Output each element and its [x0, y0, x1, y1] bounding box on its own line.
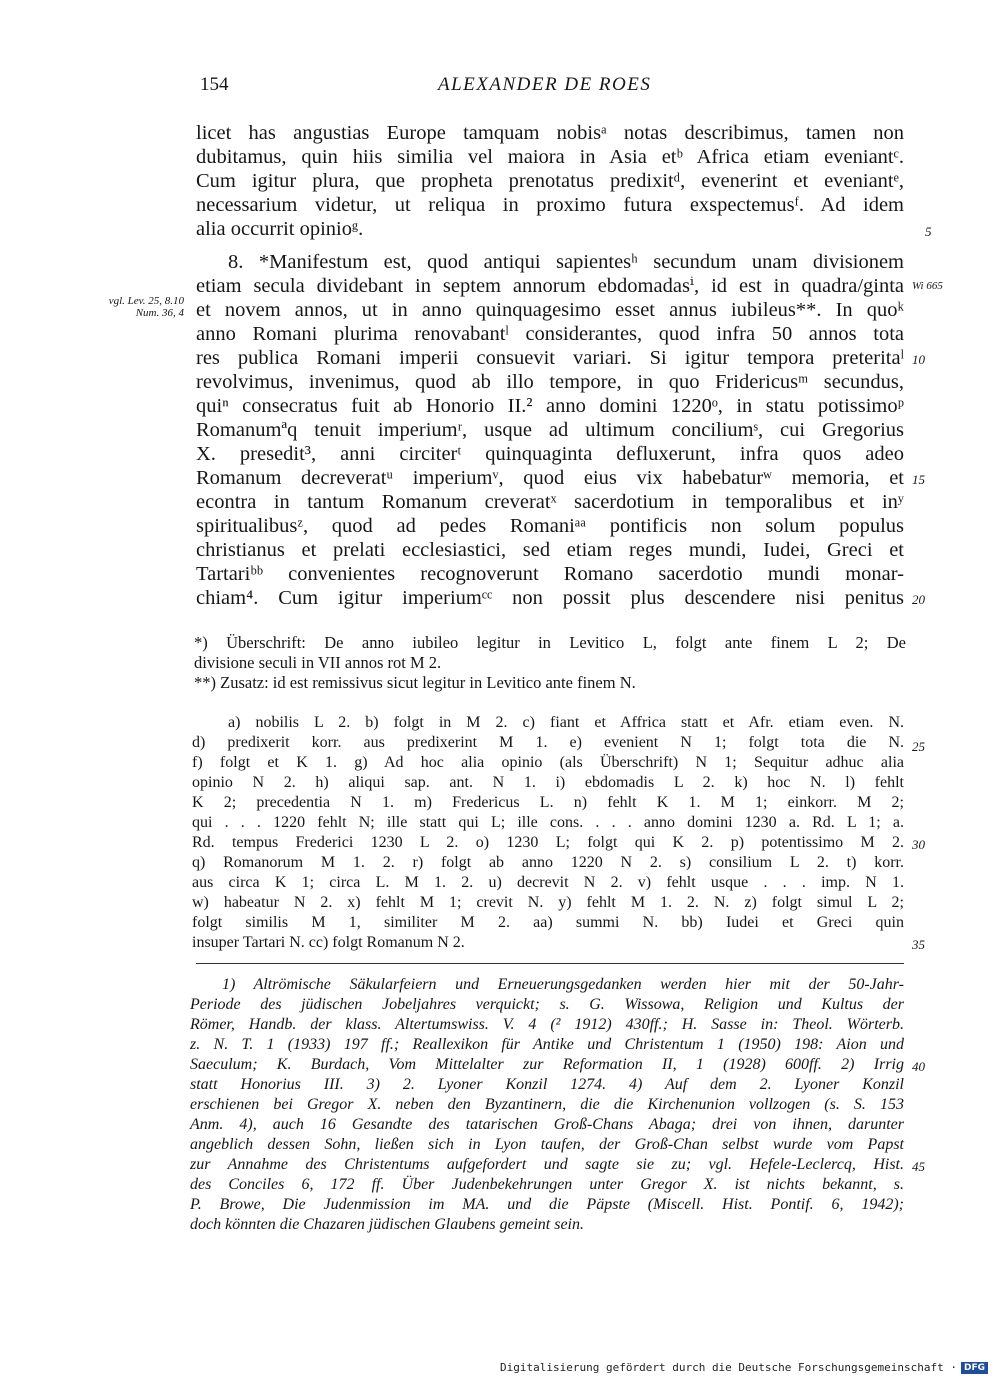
margin-reference	[60, 295, 184, 319]
variant-line: Rd. tempus Frederici 1230 L 2. o) 1230 L; folgt qui K 2. p) potentissimo M 2.	[192, 834, 904, 851]
margin-reference-line: Num. 36, 4	[135, 307, 184, 319]
editorial-note-line: *) Überschrift: De anno iubileo legitur in Levitico L, folgt ante finem L 2; De	[194, 633, 906, 652]
line-number: 40	[912, 1059, 925, 1074]
footnote-line: erschienen bei Gregor X. neben den Byzantinern, die die Kirchenunion vollzogen (s. S. 153	[190, 1096, 904, 1113]
footnote-line: Periode des jüdischen Jobeljahres verquickt; s. G. Wissowa, Religion und Kultus der	[190, 996, 904, 1013]
footnote-line: P. Browe, Die Judenmission im MA. und die Päpste (Miscell. Hist. Pontif. 6, 1942);	[190, 1196, 904, 1213]
line-number: 25	[912, 739, 925, 754]
footnote-line: angeblich dessen Sohn, ließen sich in Lyon taufen, der Groß-Chan selbst wurde vom Papst	[190, 1136, 904, 1153]
line-number: 20	[912, 592, 925, 607]
digitization-banner	[500, 1361, 988, 1374]
line-number: 45	[912, 1159, 925, 1174]
page-number: 154	[200, 74, 229, 95]
dfg-logo: DFG	[961, 1362, 988, 1374]
line-number: 30	[912, 837, 925, 852]
banner-text: Digitalisierung gefördert durch die Deutsche Forschungsgemeinschaft ·	[500, 1361, 957, 1374]
footnote-line: doch könnten die Chazaren jüdischen Glaubens gemeint sein.	[190, 1216, 584, 1233]
main-line: quiⁿ consecratus fuit ab Honorio II.² anno domini 1220ᵒ, in statu potissimoᵖ	[196, 395, 904, 417]
main-line: spiritualibusᶻ, quod ad pedes Romaniᵃᵃ pontificis non solum populus	[196, 515, 904, 537]
variant-line: qui . . . 1220 fehlt N; ille statt qui L; ille cons. . . . anno domini 1230 a. Rd. L 1; a.	[192, 814, 904, 831]
footnote-line: Anm. 4), auch 16 Gesandte des tatarischen Groß-Chans Abaga; drei von ihnen, darunter	[190, 1116, 904, 1133]
main-line: X. presedit³, anni circiterᵗ quinquaginta defluxerunt, infra quos adeo	[196, 443, 904, 465]
main-line: etiam secula dividebant in septem annorum ebdomadasⁱ, id est in quadra/ginta	[196, 275, 904, 297]
variant-line: w) habeatur N 2. x) fehlt M 1; crevit N. y) fehlt M 1. 2. N. z) folgt simul L 2;	[192, 894, 904, 911]
main-line: revolvimus, invenimus, quod ab illo tempore, in quo Fridericusᵐ secundus,	[196, 371, 904, 393]
main-line: anno Romani plurima renovabantˡ considerantes, quod infra 50 annos tota	[196, 323, 904, 345]
variant-line: insuper Tartari N. cc) folgt Romanum N 2.	[192, 934, 465, 951]
line-number: 10	[912, 352, 925, 367]
footnote-line: zur Annahme des Christentums aufgefordert und sagte sie zu; vgl. Hefele-Leclercq, Hist.	[190, 1156, 904, 1173]
main-line: Tartariᵇᵇ convenientes recognoverunt Romano sacerdotio mundi monar-	[196, 563, 904, 585]
variant-line: d) predixerit korr. aus predixerint M 1. e) evenient N 1; folgt tota die N.	[192, 734, 904, 751]
wi-page-mark: Wi 665	[912, 280, 943, 292]
main-line: dubitamus, quin hiis similia vel maiora in Asia etᵇ Africa etiam eveniantᶜ.	[196, 146, 904, 168]
main-line: necessarium videtur, ut reliqua in proximo futura exspectemusᶠ. Ad idem	[196, 194, 904, 216]
variant-line: a) nobilis L 2. b) folgt in M 2. c) fiant et Affrica statt et Afr. etiam even. N.	[228, 714, 904, 731]
footnote-line: Römer, Handb. der klass. Altertumswiss. V. 4 (² 1912) 430ff.; H. Sasse in: Theol. Wörterb.	[190, 1016, 904, 1033]
main-line: et novem annos, ut in anno quinquagesimo esset annus iubileus**. In quoᵏ	[196, 299, 904, 321]
variant-line: K 2; precedentia N 1. m) Fredericus L. n) fehlt K 1. M 1; einkorr. M 2;	[192, 794, 904, 811]
main-line: Romanum decreveratᵘ imperiumᵛ, quod eius vix habebaturʷ memoria, et	[196, 467, 904, 489]
footnote-divider	[196, 963, 904, 964]
footnote-line: Saeculum; K. Burdach, Vom Mittelalter zur Reformation II, 1 (1928) 600ff. 2) Irrig	[190, 1056, 904, 1073]
running-title: ALEXANDER DE ROES	[438, 74, 652, 95]
main-line: 8. *Manifestum est, quod antiqui sapientesʰ secundum unam divisionem	[228, 251, 904, 273]
footnote-line: 1) Altrömische Säkularfeiern und Erneuerungsgedanken werden hier mit der 50-Jahr-	[222, 976, 904, 993]
main-line: chiam⁴. Cum igitur imperiumᶜᶜ non possit plus descendere nisi penitus	[196, 587, 904, 609]
variant-line: opinio N 2. h) aliqui sap. ant. N 1. i) ebdomadis L 2. k) hoc N. l) fehlt	[192, 774, 904, 791]
main-line: christianus et prelati ecclesiastici, sed etiam reges mundi, Iudei, Greci et	[196, 539, 904, 561]
variant-line: q) Romanorum M 1. 2. r) folgt ab anno 1220 N 2. s) consilium L 2. t) korr.	[192, 854, 904, 871]
main-line: alia occurrit opinioᵍ.	[196, 218, 364, 240]
footnote-line: des Conciles 6, 172 ff. Über Judenbekehrungen unter Gregor X. ist nichts bekannt, s.	[190, 1176, 904, 1193]
line-number: 5	[925, 224, 932, 239]
main-line: Romanumªq tenuit imperiumʳ, usque ad ultimum conciliumˢ, cui Gregorius	[196, 419, 904, 441]
footnote-line: statt Honorius III. 3) 2. Lyoner Konzil 1274. 4) Auf dem 2. Lyoner Konzil	[190, 1076, 904, 1093]
variant-line: aus circa K 1; circa L. M 1. 2. u) decrevit N 2. v) fehlt usque . . . imp. N 1.	[192, 874, 904, 891]
editorial-note-line: **) Zusatz: id est remissivus sicut legitur in Levitico ante finem N.	[194, 673, 636, 692]
main-line: Cum igitur plura, que propheta prenotatus predixitᵈ, evenerint et eveniantᵉ,	[196, 170, 904, 192]
main-line: licet has angustias Europe tamquam nobisᵃ notas describimus, tamen non	[196, 122, 904, 144]
line-number: 35	[912, 937, 925, 952]
main-line: res publica Romani imperii consuevit variari. Si igitur tempora preteritaˡ	[196, 347, 904, 369]
line-number: 15	[912, 472, 925, 487]
variant-line: folgt similis M 1, similiter M 2. aa) summi N. bb) Iudei et Greci quin	[192, 914, 904, 931]
footnote-line: z. N. T. 1 (1933) 197 ff.; Reallexikon für Antike und Christentum 1 (1950) 198: Aion und	[190, 1036, 904, 1053]
editorial-note-line: divisione seculi in VII annos rot M 2.	[194, 653, 442, 672]
variant-line: f) folgt et K 1. g) Ad hoc alia opinio (als Überschrift) N 1; Sequitur adhuc alia	[192, 754, 904, 771]
margin-reference-line: vgl. Lev. 25, 8.10	[108, 295, 184, 307]
main-line: econtra in tantum Romanum creveratˣ sacerdotium in temporalibus et inʸ	[196, 491, 904, 513]
